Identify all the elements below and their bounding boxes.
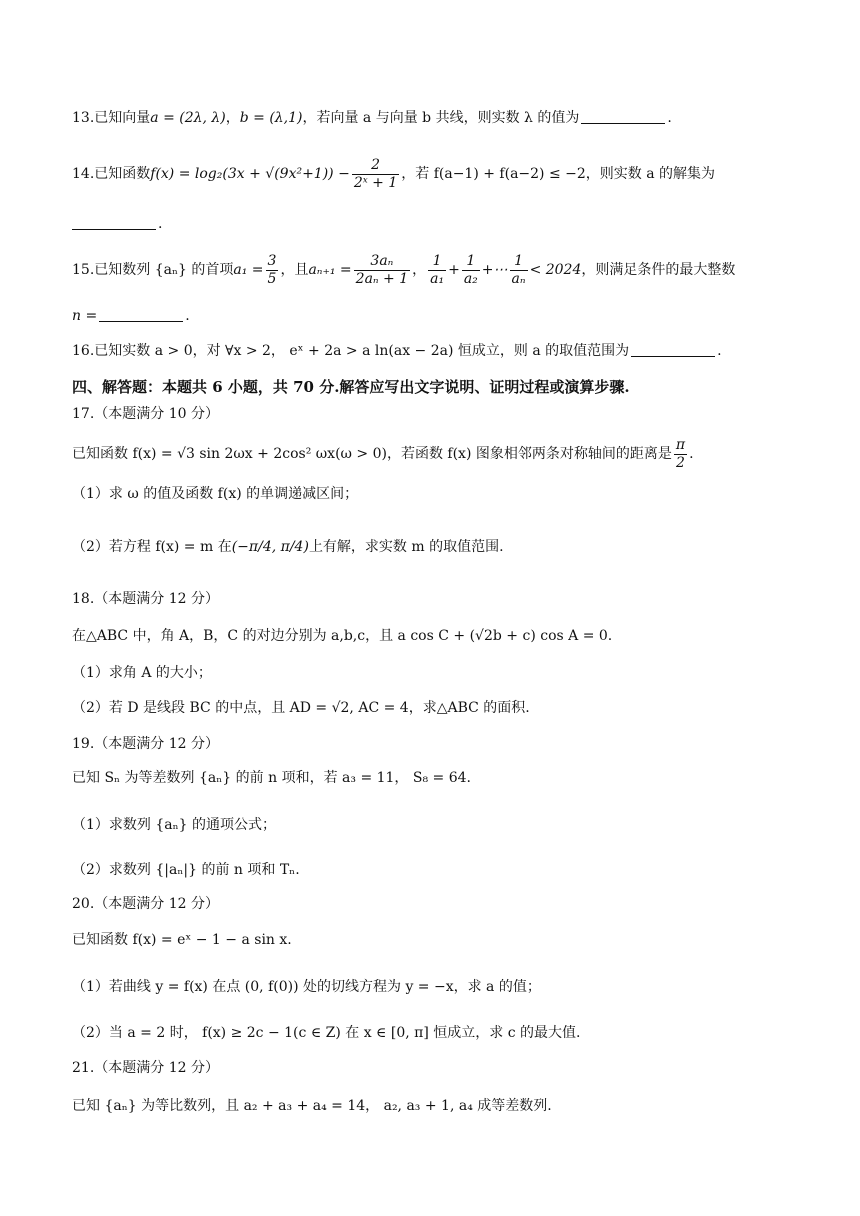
q14-frac-den: 2ˣ + 1 xyxy=(353,174,398,191)
q13-answer-blank[interactable] xyxy=(581,109,665,124)
q13-sep: ， xyxy=(225,110,240,126)
q14-fraction xyxy=(352,157,399,192)
q15-end: . xyxy=(185,308,190,324)
question-14-answer xyxy=(72,214,800,234)
question-16 xyxy=(72,341,800,361)
q17-title: 17.（本题满分 10 分） xyxy=(72,406,219,422)
q15-answer-blank[interactable] xyxy=(99,307,183,322)
question-15: 15.已知数列 {aₙ} 的首项a₁ = $\frac{3}{5}$ ，且aₙ₊₁ = $\frac{\text{3aₙ}}{\text{2aₙ + 1}}$ ， $\frac{1}{\text{a₁}}$ + $\frac{1}{\text{a₂}}$ +⋯ $\frac{1}{\text{aₙ}}$ < 2024，则满足条件的最大整数 xyxy=(72,252,736,287)
q19-stem: 已知 Sₙ 为等差数列 {aₙ} 的前 n 项和，若 a₃ = 11， S₈ = 64. xyxy=(72,770,471,786)
q15-a1-num: 3 xyxy=(267,252,277,269)
q15-rec-den: 2aₙ + 1 xyxy=(355,270,409,287)
q15-sum-bound: < 2024 xyxy=(529,262,582,278)
q17-stem: 已知函数 f(x) = √3 sin 2ωx + 2cos² ωx(ω > 0)，若函数 f(x) 图象相邻两条对称轴间的距离是 $\frac{\pi}{2}$ . xyxy=(72,436,694,471)
q15-a1-lhs: a₁ = xyxy=(233,262,264,278)
q17-fraction: $\frac{\pi}{2}$ xyxy=(675,436,686,471)
q17-part-2: （2）若方程 f(x) = m 在(−π/4, π/4)上有解，求实数 m 的取值范围. xyxy=(72,539,504,555)
q17-part-1: （1）求 ω 的值及函数 f(x) 的单调递减区间； xyxy=(72,486,359,502)
q15-a1-den: 5 xyxy=(267,270,277,287)
q16-end: . xyxy=(717,343,722,359)
question-13 xyxy=(72,108,800,128)
q17-interval: (−π/4, π/4) xyxy=(231,539,309,555)
q14-function: f(x) = log₂(3x + √(9x²+1)) − xyxy=(150,166,350,182)
q15-sum-term-2: $\frac{1}{\text{a₂}}$ xyxy=(463,252,478,287)
q15-ask: ，则满足条件的最大整数 xyxy=(581,262,736,278)
q13-body: ，若向量 a 与向量 b 共线，则实数 λ 的值为 xyxy=(302,110,580,126)
q15-sum-term-n: $\frac{1}{\text{aₙ}}$ xyxy=(511,252,526,287)
q19-part-1: （1）求数列 {aₙ} 的通项公式； xyxy=(72,817,277,833)
q15-mid: ，且 xyxy=(280,262,309,278)
q15-rec-fraction xyxy=(354,253,410,288)
q21-stem: 已知 {aₙ} 为等比数列，且 a₂ + a₃ + a₄ = 14， a₂, a₃ + 1, a₄ 成等差数列. xyxy=(72,1098,552,1114)
q20-title: 20.（本题满分 12 分） xyxy=(72,896,219,912)
q21-title: 21.（本题满分 12 分） xyxy=(72,1060,219,1076)
q15-a1-fraction xyxy=(266,253,279,288)
q14-end: . xyxy=(158,216,163,232)
q20-stem: 已知函数 f(x) = eˣ − 1 − a sin x. xyxy=(72,932,292,948)
q15-n-label: n = xyxy=(72,308,98,324)
q14-body: ，若 f(a−1) + f(a−2) ≤ −2，则实数 a 的解集为 xyxy=(401,166,716,182)
q19-part-2: （2）求数列 {|aₙ|} 的前 n 项和 Tₙ. xyxy=(72,862,300,878)
q13-vector-a: a = (2λ, λ) xyxy=(150,110,226,126)
q18-title: 18.（本题满分 12 分） xyxy=(72,591,219,607)
section-heading: 四、解答题：本题共 6 小题，共 70 分.解答应写出文字说明、证明过程或演算步骤. xyxy=(72,378,630,396)
q13-prefix: 13.已知向量 xyxy=(72,110,151,126)
q20-part-2: （2）当 a = 2 时， f(x) ≥ 2c − 1(c ∈ Z) 在 x ∈ [0, π] 恒成立，求 c 的最大值. xyxy=(72,1025,581,1041)
q15-prefix: 15.已知数列 {aₙ} 的首项 xyxy=(72,262,234,278)
q14-frac-num: 2 xyxy=(352,157,399,175)
q18-part-1: （1）求角 A 的大小； xyxy=(72,665,212,681)
question-15-answer xyxy=(72,306,800,326)
q15-rec-num: 3aₙ xyxy=(354,253,410,271)
q15-rec-lhs: aₙ₊₁ = xyxy=(308,262,352,278)
q16-answer-blank[interactable] xyxy=(631,342,715,357)
q15-comma: ， xyxy=(412,262,427,278)
q20-part-1: （1）若曲线 y = f(x) 在点 (0, f(0)) 处的切线方程为 y = −x，求 a 的值； xyxy=(72,979,541,995)
q13-vector-b: b = (λ,1) xyxy=(239,110,303,126)
q16-text: 16.已知实数 a > 0，对 ∀x > 2， eˣ + 2a > a ln(ax − 2a) 恒成立，则 a 的取值范围为 xyxy=(72,343,630,359)
q18-stem: 在△ABC 中，角 A，B，C 的对边分别为 a,b,c，且 a cos C + (√2b + c) cos A = 0. xyxy=(72,628,613,644)
q14-prefix: 14.已知函数 xyxy=(72,166,151,182)
q14-answer-blank[interactable] xyxy=(72,215,156,230)
question-14 xyxy=(72,154,800,194)
q15-sum-term-1: $\frac{1}{\text{a₁}}$ xyxy=(430,252,445,287)
q13-end: . xyxy=(667,110,672,126)
q18-part-2: （2）若 D 是线段 BC 的中点，且 AD = √2, AC = 4，求△ABC 的面积. xyxy=(72,700,530,716)
q19-title: 19.（本题满分 12 分） xyxy=(72,736,219,752)
